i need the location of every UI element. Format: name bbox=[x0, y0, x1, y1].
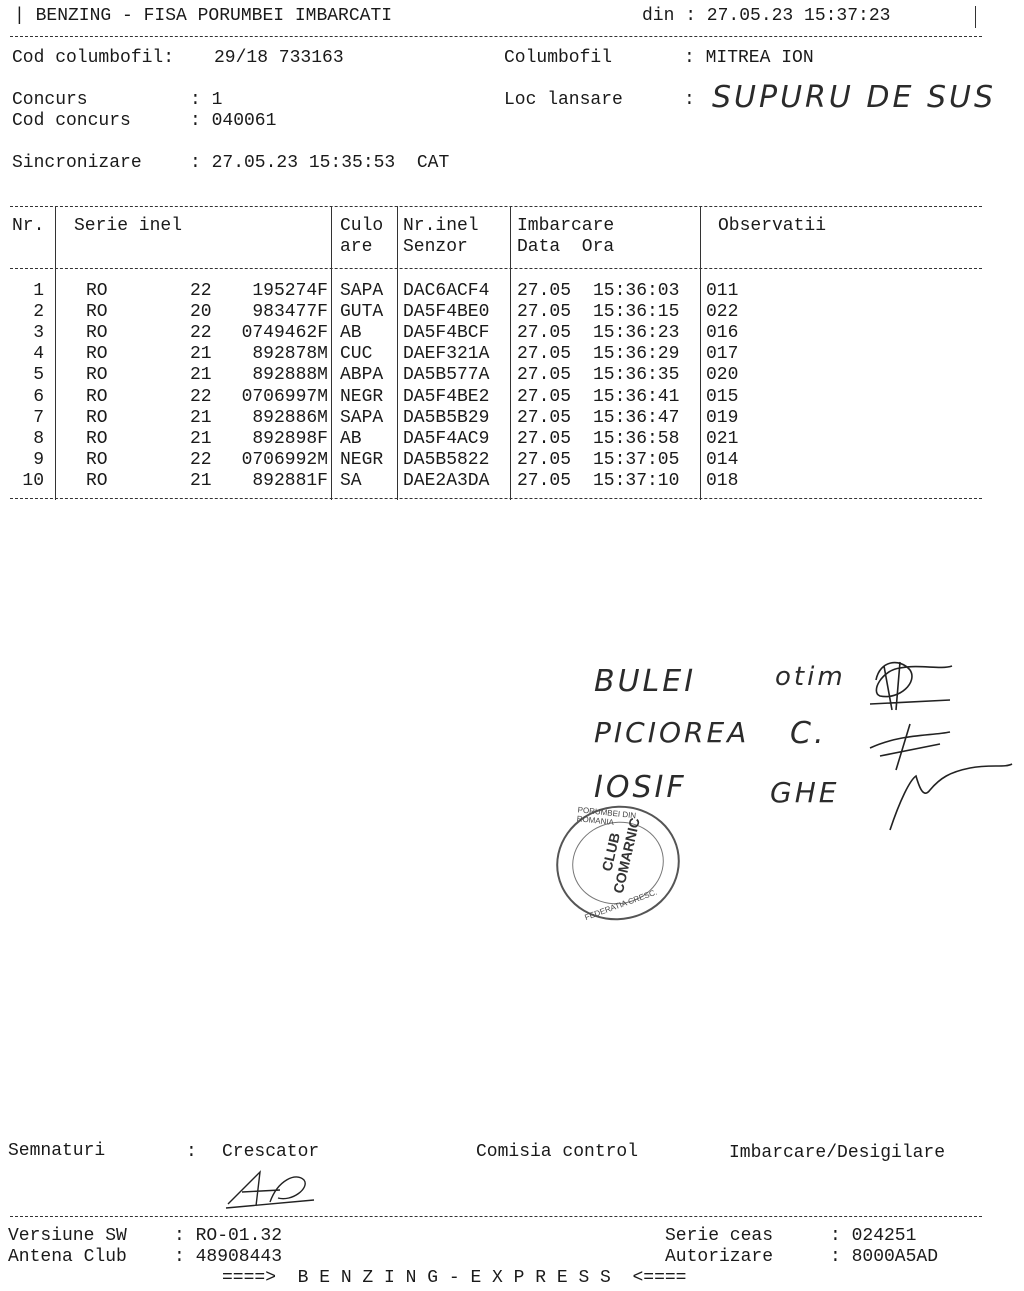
handwritten-note-3-left: IOSIF bbox=[594, 770, 687, 805]
col-sep-senzor bbox=[510, 206, 511, 500]
cod-columbofil-label: Cod columbofil: bbox=[12, 48, 175, 68]
row-inel: 0706992M bbox=[241, 449, 328, 470]
col-header-culoare-2: are bbox=[340, 237, 373, 257]
comisia-control-label: Comisia control bbox=[476, 1142, 639, 1162]
row-culoare: GUTA bbox=[340, 302, 384, 323]
col-header-imbarcare-2: Data Ora bbox=[517, 237, 615, 257]
loc-lansare-label: Loc lansare bbox=[504, 90, 623, 110]
columbofil-label: Columbofil bbox=[504, 48, 613, 68]
row-tara: RO bbox=[86, 344, 108, 365]
col-sep-culoare bbox=[397, 206, 398, 500]
row-inel: 892878M bbox=[252, 344, 328, 365]
row-an: 21 bbox=[190, 428, 212, 449]
stamp-ring-top: PORUMBEI DIN ROMANIA bbox=[576, 805, 637, 828]
row-inel: 195274F bbox=[252, 281, 328, 301]
serie-ceas-value: : 024251 bbox=[830, 1226, 917, 1246]
row-inel: 892888M bbox=[252, 365, 328, 386]
table-header-rule bbox=[10, 268, 982, 269]
semnaturi-colon: : bbox=[186, 1142, 197, 1162]
row-an: 21 bbox=[190, 407, 212, 428]
concurs-label: Concurs bbox=[12, 90, 88, 110]
row-senzor: DAE2A3DA bbox=[403, 470, 490, 491]
row-an: 21 bbox=[190, 344, 212, 365]
row-tara: RO bbox=[86, 302, 108, 323]
versiune-sw-value: : RO-01.32 bbox=[174, 1226, 283, 1246]
row-ora: 15:37:10 bbox=[593, 470, 680, 491]
header-border-right bbox=[975, 6, 976, 28]
row-nr: 3 bbox=[33, 323, 44, 344]
loc-lansare-handwritten: SUPURU DE SUS bbox=[712, 80, 997, 115]
handwritten-note-2-left: PICIOREA bbox=[594, 716, 750, 749]
row-culoare: ABPA bbox=[340, 365, 384, 386]
row-nr: 10 bbox=[22, 470, 44, 491]
row-senzor: DA5F4BE0 bbox=[403, 302, 490, 323]
row-data: 27.05 bbox=[517, 323, 572, 344]
antena-club-label: Antena Club bbox=[8, 1247, 127, 1267]
row-tara: RO bbox=[86, 365, 108, 386]
cod-columbofil-value: 29/18 733163 bbox=[214, 48, 344, 68]
autorizare-label: Autorizare bbox=[665, 1247, 774, 1267]
row-inel: 892898F bbox=[252, 428, 328, 449]
row-inel: 0706997M bbox=[241, 386, 328, 407]
row-inel: 983477F bbox=[252, 302, 328, 323]
row-data: 27.05 bbox=[517, 365, 572, 386]
autorizare-value: : 8000A5AD bbox=[830, 1247, 939, 1267]
row-observatii: 014 bbox=[706, 449, 739, 470]
row-tara: RO bbox=[86, 470, 108, 491]
row-culoare: SAPA bbox=[340, 407, 384, 428]
sincronizare-value: : 27.05.23 15:35:53 CAT bbox=[190, 153, 450, 173]
row-data: 27.05 bbox=[517, 470, 572, 491]
row-nr: 2 bbox=[33, 302, 44, 323]
row-data: 27.05 bbox=[517, 428, 572, 449]
row-data: 27.05 bbox=[517, 386, 572, 407]
col-header-observatii: Observatii bbox=[718, 216, 827, 236]
row-culoare: AB bbox=[340, 428, 362, 449]
row-ora: 15:36:23 bbox=[593, 323, 680, 344]
document-title: | BENZING - FISA PORUMBEI IMBARCATI bbox=[14, 6, 393, 26]
row-ora: 15:36:35 bbox=[593, 365, 680, 386]
antena-club-value: : 48908443 bbox=[174, 1247, 283, 1267]
row-tara: RO bbox=[86, 428, 108, 449]
row-tara: RO bbox=[86, 449, 108, 470]
row-nr: 1 bbox=[33, 281, 44, 301]
row-senzor: DA5F4BE2 bbox=[403, 386, 490, 407]
table-bottom-rule bbox=[10, 498, 982, 499]
versiune-sw-label: Versiune SW bbox=[8, 1226, 127, 1246]
row-tara: RO bbox=[86, 386, 108, 407]
club-stamp bbox=[546, 794, 691, 931]
row-an: 22 bbox=[190, 449, 212, 470]
row-tara: RO bbox=[86, 281, 108, 301]
row-inel: 892886M bbox=[252, 407, 328, 428]
row-data: 27.05 bbox=[517, 344, 572, 365]
col-header-serie: Serie inel bbox=[74, 216, 183, 236]
row-tara: RO bbox=[86, 323, 108, 344]
row-culoare: NEGR bbox=[340, 449, 384, 470]
row-observatii: 017 bbox=[706, 344, 739, 365]
row-observatii: 011 bbox=[706, 281, 739, 301]
row-senzor: DA5B5B29 bbox=[403, 407, 490, 428]
semnaturi-label: Semnaturi bbox=[8, 1141, 106, 1161]
row-data: 27.05 bbox=[517, 449, 572, 470]
row-observatii: 020 bbox=[706, 365, 739, 386]
row-ora: 15:37:05 bbox=[593, 449, 680, 470]
header-divider bbox=[10, 36, 982, 37]
col-header-nr: Nr. bbox=[12, 216, 45, 236]
cod-concurs-value: : 040061 bbox=[190, 111, 277, 131]
row-senzor: DA5B577A bbox=[403, 365, 490, 386]
stamp-ring-bottom: FEDERATIA CRESC. bbox=[583, 887, 659, 923]
row-an: 22 bbox=[190, 386, 212, 407]
crescator-signature bbox=[222, 1166, 322, 1212]
cod-concurs-label: Cod concurs bbox=[12, 111, 131, 131]
row-observatii: 021 bbox=[706, 428, 739, 449]
row-observatii: 016 bbox=[706, 323, 739, 344]
row-nr: 8 bbox=[33, 428, 44, 449]
row-observatii: 019 bbox=[706, 407, 739, 428]
handwritten-note-3-right: GHE bbox=[770, 776, 840, 809]
row-data: 27.05 bbox=[517, 281, 572, 301]
col-header-senzor-1: Nr.inel bbox=[403, 216, 479, 236]
row-senzor: DAC6ACF4 bbox=[403, 281, 490, 301]
signature-scribbles bbox=[840, 640, 1020, 840]
row-nr: 4 bbox=[33, 344, 44, 365]
row-senzor: DA5F4AC9 bbox=[403, 428, 490, 449]
row-inel: 0749462F bbox=[241, 323, 328, 344]
row-data: 27.05 bbox=[517, 302, 572, 323]
table-top-rule bbox=[10, 206, 982, 207]
row-senzor: DA5B5822 bbox=[403, 449, 490, 470]
row-ora: 15:36:03 bbox=[593, 281, 680, 301]
row-observatii: 018 bbox=[706, 470, 739, 491]
row-nr: 9 bbox=[33, 449, 44, 470]
row-culoare: SA bbox=[340, 470, 362, 491]
row-inel: 892881F bbox=[252, 470, 328, 491]
row-nr: 5 bbox=[33, 365, 44, 386]
crescator-label: Crescator bbox=[222, 1142, 320, 1162]
handwritten-note-1-left: BULEI bbox=[594, 664, 697, 699]
row-an: 21 bbox=[190, 365, 212, 386]
col-header-senzor-2: Senzor bbox=[403, 237, 468, 257]
row-ora: 15:36:29 bbox=[593, 344, 680, 365]
col-sep-nr bbox=[55, 206, 56, 500]
row-senzor: DAEF321A bbox=[403, 344, 490, 365]
row-ora: 15:36:41 bbox=[593, 386, 680, 407]
row-observatii: 022 bbox=[706, 302, 739, 323]
row-ora: 15:36:15 bbox=[593, 302, 680, 323]
row-nr: 7 bbox=[33, 407, 44, 428]
col-header-culoare-1: Culo bbox=[340, 216, 384, 236]
col-sep-serie bbox=[331, 206, 332, 500]
benzing-express-brand: ====> B E N Z I N G - E X P R E S S <==== bbox=[222, 1268, 687, 1288]
loc-lansare-colon: : bbox=[684, 90, 695, 110]
concurs-value: : 1 bbox=[190, 90, 223, 110]
row-culoare: CUC bbox=[340, 344, 373, 365]
row-ora: 15:36:58 bbox=[593, 428, 680, 449]
col-sep-imbarcare bbox=[700, 206, 701, 500]
stamp-center-text: CLUB COMARNIC bbox=[598, 816, 643, 895]
col-header-imbarcare-1: Imbarcare bbox=[517, 216, 615, 236]
row-ora: 15:36:47 bbox=[593, 407, 680, 428]
row-culoare: SAPA bbox=[340, 281, 384, 301]
row-an: 22 bbox=[190, 281, 212, 301]
handwritten-note-1-right: otim bbox=[775, 662, 846, 692]
row-an: 20 bbox=[190, 302, 212, 323]
footer-rule bbox=[10, 1216, 982, 1217]
row-culoare: AB bbox=[340, 323, 362, 344]
row-data: 27.05 bbox=[517, 407, 572, 428]
columbofil-value: : MITREA ION bbox=[684, 48, 814, 68]
row-tara: RO bbox=[86, 407, 108, 428]
row-nr: 6 bbox=[33, 386, 44, 407]
sincronizare-label: Sincronizare bbox=[12, 153, 142, 173]
row-culoare: NEGR bbox=[340, 386, 384, 407]
row-an: 21 bbox=[190, 470, 212, 491]
row-observatii: 015 bbox=[706, 386, 739, 407]
print-date: din : 27.05.23 15:37:23 bbox=[642, 6, 891, 26]
row-senzor: DA5F4BCF bbox=[403, 323, 490, 344]
serie-ceas-label: Serie ceas bbox=[665, 1226, 774, 1246]
row-an: 22 bbox=[190, 323, 212, 344]
handwritten-note-2-right: C. bbox=[790, 716, 827, 751]
imbarcare-desigilare-label: Imbarcare/Desigilare bbox=[729, 1143, 946, 1163]
